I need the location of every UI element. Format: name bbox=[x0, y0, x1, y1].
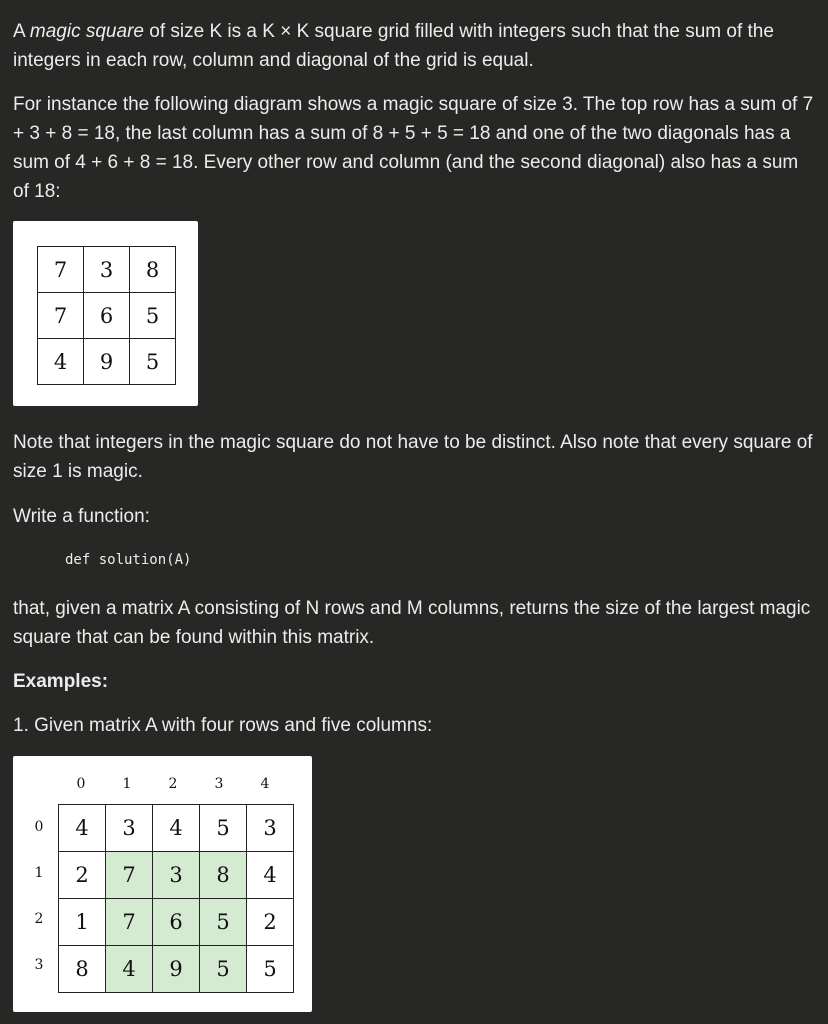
matrix-cell: 4 bbox=[106, 946, 153, 993]
intro-paragraph-2: For instance the following diagram shows a magic square of size 3. The top row has a sum of 7 + 3 + 8 = 18, the last column has a sum of 8 + 5 + 5 = 18 and one of the two diagonals has a sum of 4 + 6 + 8 = 18. Every other row and column (and the second diagonal) also has a sum of 18: bbox=[13, 94, 814, 202]
column-index-label: 1 bbox=[122, 776, 132, 792]
matrix-cell: 4 bbox=[247, 852, 294, 899]
matrix-cell: 4 bbox=[153, 805, 200, 852]
write-function-text: Write a function: bbox=[13, 506, 150, 527]
matrix-cell: 1 bbox=[59, 899, 106, 946]
matrix-cell: 6 bbox=[153, 899, 200, 946]
magic-square-row bbox=[38, 293, 176, 339]
matrix-cell: 2 bbox=[59, 852, 106, 899]
intro-text-a: A bbox=[13, 21, 30, 42]
magic-square-cell: 3 bbox=[84, 247, 130, 293]
column-index-label: 4 bbox=[260, 776, 270, 792]
column-index-label: 2 bbox=[168, 776, 178, 792]
matrix-cell: 5 bbox=[200, 805, 247, 852]
matrix-cell: 3 bbox=[106, 805, 153, 852]
matrix-cell: 3 bbox=[153, 852, 200, 899]
magic-square-grid bbox=[37, 246, 176, 385]
matrix-cell: 9 bbox=[153, 946, 200, 993]
matrix-cell: 7 bbox=[106, 899, 153, 946]
examples-heading: Examples: bbox=[13, 671, 109, 692]
matrix-row bbox=[59, 899, 294, 946]
matrix-row bbox=[59, 805, 294, 852]
matrix-cell: 5 bbox=[200, 899, 247, 946]
magic-square-figure bbox=[13, 221, 198, 406]
magic-square-cell: 7 bbox=[38, 247, 84, 293]
matrix-row bbox=[59, 946, 294, 993]
matrix-cell: 8 bbox=[59, 946, 106, 993]
function-signature: def solution(A) bbox=[65, 552, 192, 568]
row-index-label: 1 bbox=[34, 865, 44, 881]
matrix-cell: 4 bbox=[59, 805, 106, 852]
matrix-cell: 5 bbox=[247, 946, 294, 993]
column-index-label: 3 bbox=[214, 776, 224, 792]
matrix-cell: 8 bbox=[200, 852, 247, 899]
magic-square-cell: 9 bbox=[84, 339, 130, 385]
magic-square-row bbox=[38, 339, 176, 385]
note-paragraph: Note that integers in the magic square do not have to be distinct. Also note that every square of size 1 is magic. bbox=[13, 432, 813, 482]
matrix-cell: 5 bbox=[200, 946, 247, 993]
magic-square-cell: 4 bbox=[38, 339, 84, 385]
magic-square-cell: 7 bbox=[38, 293, 84, 339]
matrix-grid bbox=[58, 804, 294, 993]
magic-square-cell: 5 bbox=[130, 293, 176, 339]
magic-square-cell: 5 bbox=[130, 339, 176, 385]
row-index-label: 2 bbox=[34, 911, 44, 927]
intro-paragraph-1 bbox=[13, 17, 818, 75]
description-paragraph: that, given a matrix A consisting of N rows and M columns, returns the size of the largest magic square that can be found within this matrix. bbox=[13, 598, 811, 648]
row-index-label: 0 bbox=[34, 819, 44, 835]
magic-square-row bbox=[38, 247, 176, 293]
matrix-cell: 7 bbox=[106, 852, 153, 899]
example-1-text: 1. Given matrix A with four rows and five columns: bbox=[13, 715, 433, 736]
magic-square-cell: 6 bbox=[84, 293, 130, 339]
magic-square-term: magic square bbox=[29, 21, 144, 42]
matrix-figure bbox=[13, 756, 312, 1012]
row-index-label: 3 bbox=[34, 957, 44, 973]
magic-square-cell: 8 bbox=[130, 247, 176, 293]
matrix-cell: 3 bbox=[247, 805, 294, 852]
intro-text-b: of size K is a K × K square grid filled with integers such that the sum of the integers in each row, column and diagonal of the grid is equal. bbox=[13, 21, 774, 71]
matrix-row bbox=[59, 852, 294, 899]
column-index-label: 0 bbox=[76, 776, 86, 792]
matrix-cell: 2 bbox=[247, 899, 294, 946]
